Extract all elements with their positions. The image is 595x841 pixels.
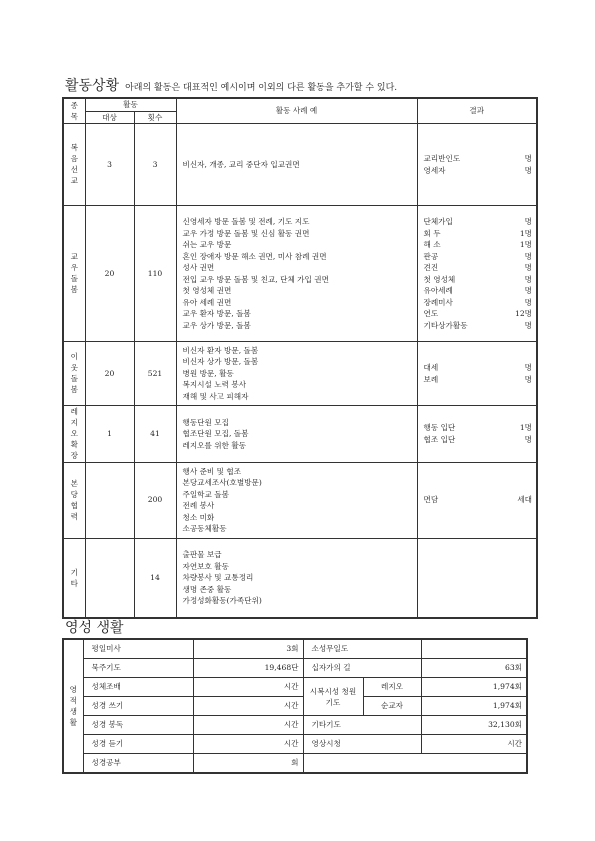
spiritual-label: 십자가의 길 — [303, 659, 421, 678]
activity-count: 521 — [134, 342, 176, 406]
result-value: 명 — [524, 297, 533, 307]
example-line: 차량봉사 및 교통정리 — [182, 573, 254, 582]
result-label: 행동 입단 — [423, 423, 456, 433]
activity-row — [63, 406, 537, 463]
result-label: 면담 — [423, 495, 439, 505]
result-line — [424, 285, 533, 297]
example-line: 출판물 보급 — [182, 550, 222, 559]
activity-count: 110 — [134, 206, 176, 342]
spiritual-value: 19,468단 — [193, 659, 303, 678]
example-line: 병원 방문, 활동 — [182, 368, 234, 378]
result-line — [424, 320, 533, 332]
example-line: 소공동체활동 — [182, 524, 227, 533]
example-line: 가정성화활동(가족단위) — [182, 596, 262, 605]
example-line: 교우 가정 방문 돌봄 및 신심 활동 권면 — [182, 228, 310, 238]
spiritual-label: 성경 봉독 — [83, 716, 193, 735]
activity-results — [417, 342, 537, 406]
result-line — [424, 262, 533, 274]
spiritual-label: 레지오 — [363, 678, 421, 697]
activity-target: 1 — [85, 406, 134, 463]
result-value: 1명 — [519, 423, 533, 433]
result-line — [424, 153, 533, 165]
result-line — [424, 251, 533, 263]
result-value: 세대 — [517, 495, 533, 505]
example-line: 교우 환자 방문, 돌봄 — [182, 309, 251, 318]
result-label: 기타상가활동 — [423, 320, 468, 330]
beatification-prayer-label: 시복시성 청원기도 — [303, 678, 363, 716]
activity-target — [85, 538, 134, 618]
activity-results — [417, 406, 537, 463]
activity-table — [62, 97, 538, 619]
example-line: 청소 미화 — [182, 512, 215, 522]
spiritual-value: 시간 — [421, 735, 527, 754]
activity-count: 3 — [134, 124, 176, 206]
result-value: 1명 — [519, 228, 533, 238]
result-value: 명 — [524, 320, 533, 330]
result-label: 견진 — [423, 263, 439, 272]
spiritual-label: 성경 듣기 — [83, 735, 193, 754]
activity-examples — [176, 406, 417, 463]
empty-cell — [303, 754, 527, 774]
activity-row — [63, 538, 537, 618]
activity-row — [63, 206, 537, 342]
result-value: 명 — [524, 217, 533, 226]
activity-category: 기타 — [63, 538, 85, 618]
activity-target: 3 — [85, 124, 134, 206]
example-line: 전례 봉사 — [182, 501, 215, 510]
spiritual-value: 1,974회 — [421, 697, 527, 716]
result-label: 연도 — [423, 309, 439, 318]
result-label: 해 소 — [423, 240, 441, 249]
result-value: 명 — [524, 286, 533, 295]
result-value: 12명 — [515, 309, 533, 318]
result-line — [424, 216, 533, 228]
example-line: 협조단원 모집, 돌봄 — [182, 429, 249, 438]
result-value: 명 — [524, 154, 533, 163]
activity-category: 레지오확장 — [63, 406, 85, 463]
example-line: 복지시설 노력 봉사 — [182, 380, 247, 390]
activity-category: 이웃돌봄 — [63, 342, 85, 406]
result-line — [424, 362, 533, 374]
activity-count: 200 — [134, 462, 176, 538]
activity-count: 41 — [134, 406, 176, 463]
spiritual-value: 63회 — [421, 659, 527, 678]
activity-examples — [176, 538, 417, 618]
activity-target: 20 — [85, 342, 134, 406]
activity-results — [417, 124, 537, 206]
spiritual-value: 시간 — [193, 735, 303, 754]
result-line — [424, 308, 533, 320]
activity-results — [417, 462, 537, 538]
activity-subtitle: 아래의 활동은 대표적인 예시이며 이외의 다른 활동을 추가할 수 있다. — [125, 83, 398, 93]
example-line: 레지오를 위한 활동 — [182, 440, 247, 450]
activity-heading — [65, 75, 397, 95]
result-line — [424, 374, 533, 386]
spiritual-label: 순교자 — [363, 697, 421, 716]
example-line: 첫 영성체 권면 — [182, 286, 232, 295]
example-line: 유아 세례 권면 — [182, 297, 232, 307]
header-category: 종목 — [63, 98, 85, 124]
activity-results — [417, 206, 537, 342]
result-value: 명 — [524, 263, 533, 272]
spiritual-label: 성경 쓰기 — [83, 697, 193, 716]
spiritual-value: 시간 — [193, 716, 303, 735]
spiritual-label: 평일미사 — [83, 639, 193, 659]
header-count: 횟수 — [134, 111, 176, 124]
example-line: 전입 교우 방문 돌봄 및 친교, 단체 가입 권면 — [182, 274, 329, 284]
activity-examples — [176, 124, 417, 206]
activity-row — [63, 124, 537, 206]
result-value: 명 — [524, 363, 533, 372]
spiritual-label: 기타기도 — [303, 716, 421, 735]
result-line — [424, 434, 533, 446]
activity-count: 14 — [134, 538, 176, 618]
result-line — [424, 297, 533, 309]
result-label: 첫 영성체 — [423, 274, 456, 284]
example-line: 생명 존중 활동 — [182, 584, 232, 594]
spiritual-value: 32,130회 — [421, 716, 527, 735]
activity-target: 20 — [85, 206, 134, 342]
result-label: 장례미사 — [423, 297, 453, 307]
result-label: 회 두 — [423, 228, 441, 238]
spiritual-value: 시간 — [193, 697, 303, 716]
activity-title: 활동상황 — [65, 78, 120, 94]
activity-target — [85, 462, 134, 538]
result-line — [424, 494, 533, 506]
spiritual-label: 묵주기도 — [83, 659, 193, 678]
example-line: 재해 및 사고 피해자 — [182, 391, 249, 401]
spiritual-label: 성체조배 — [83, 678, 193, 697]
header-examples: 활동 사례 예 — [176, 98, 417, 124]
activity-row — [63, 462, 537, 538]
example-line: 본당교세조사(호별방문) — [182, 478, 262, 487]
header-activity: 활동 — [85, 98, 176, 111]
spiritual-label: 영상시청 — [303, 735, 421, 754]
result-label: 단체가입 — [423, 217, 453, 226]
result-value: 1명 — [519, 240, 533, 249]
example-line: 자연보호 활동 — [182, 561, 229, 571]
header-target: 대상 — [85, 111, 134, 124]
result-label: 협조 입단 — [423, 434, 456, 444]
example-line: 성사 권면 — [182, 263, 215, 272]
result-label: 보례 — [423, 374, 439, 384]
example-line: 혼인 장애자 방문 해소 권면, 미사 참례 권면 — [182, 251, 327, 261]
example-line: 신영세자 방문 돌봄 및 전례, 기도 지도 — [182, 217, 310, 226]
result-label: 판공 — [423, 251, 439, 261]
example-line: 주일학교 돌봄 — [182, 489, 229, 499]
activity-examples — [176, 462, 417, 538]
spiritual-value: 회 — [193, 754, 303, 774]
spiritual-table — [62, 638, 528, 774]
example-line: 비신자 상가 방문, 돌봄 — [182, 357, 259, 367]
spiritual-value: 1,974회 — [421, 678, 527, 697]
spiritual-value — [421, 639, 527, 659]
result-line — [424, 422, 533, 434]
result-label: 영세자 — [423, 165, 446, 175]
example-line: 행동단원 모집 — [182, 417, 229, 427]
example-line: 비신자 환자 방문, 돌봄 — [182, 345, 259, 355]
example-line: 쉬는 교우 방문 — [182, 240, 232, 249]
activity-examples — [176, 206, 417, 342]
result-line — [424, 228, 533, 240]
example-line: 비신자, 개종, 교리 중단자 입교권면 — [182, 159, 300, 169]
example-line: 교우 상가 방문, 돌봄 — [182, 320, 251, 330]
activity-results — [417, 538, 537, 618]
result-value: 명 — [524, 165, 533, 175]
spiritual-label: 성경공부 — [83, 754, 193, 774]
activity-row — [63, 342, 537, 406]
result-label: 대세 — [423, 363, 439, 372]
result-value: 명 — [524, 274, 533, 284]
activity-category: 복음선교 — [63, 124, 85, 206]
result-label: 유아세례 — [423, 286, 453, 295]
spiritual-value: 3회 — [193, 639, 303, 659]
spiritual-value: 시간 — [193, 678, 303, 697]
result-value: 명 — [524, 434, 533, 444]
result-line — [424, 274, 533, 286]
result-label: 교리반인도 — [423, 154, 461, 163]
result-value: 명 — [524, 251, 533, 261]
header-result: 결과 — [417, 98, 537, 124]
activity-examples — [176, 342, 417, 406]
activity-category: 본당협력 — [63, 462, 85, 538]
activity-category: 교우돌봄 — [63, 206, 85, 342]
result-line — [424, 165, 533, 177]
result-value: 명 — [524, 374, 533, 384]
spiritual-label: 소성무일도 — [303, 639, 421, 659]
example-line: 행사 준비 및 협조 — [182, 466, 242, 476]
result-line — [424, 239, 533, 251]
spiritual-heading: 영성 생활 — [65, 620, 124, 636]
spiritual-side-label: 영적생활 — [63, 639, 83, 773]
